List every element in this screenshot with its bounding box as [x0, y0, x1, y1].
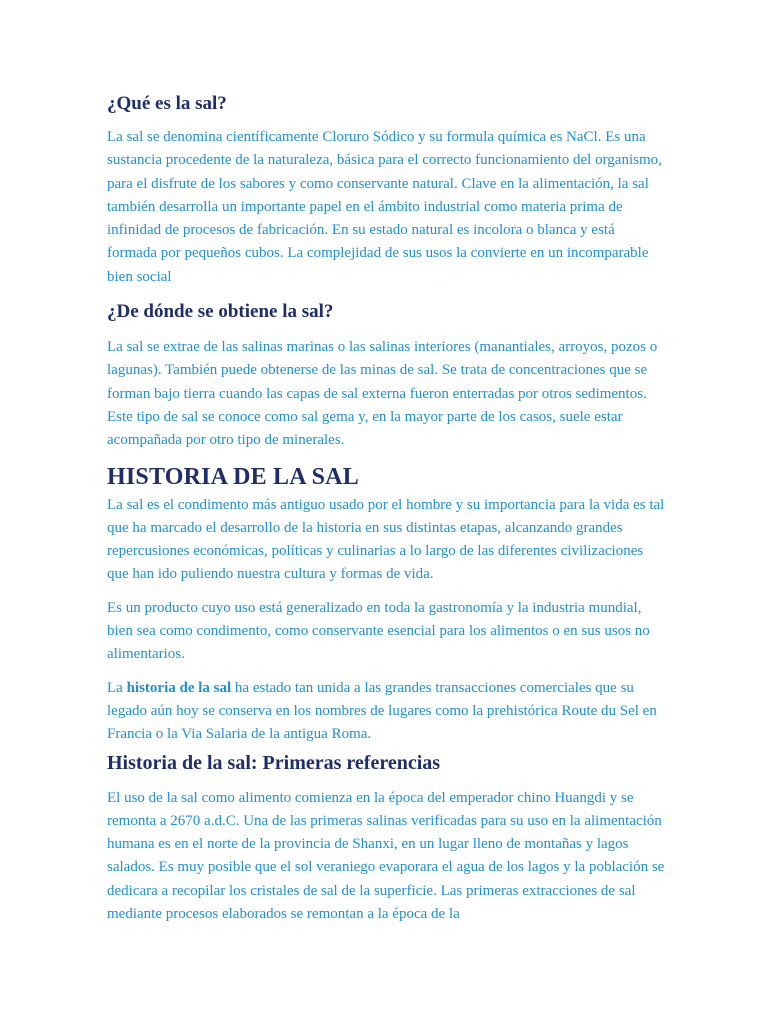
paragraph-historia-1: La sal es el condimento más antiguo usado por el hombre y su importancia para la vida es tal que ha marcado el desarrollo de la historia en sus distintas etapas, alcanzando grandes repercusiones económicas, políticas y culinarias a lo largo de las diferentes civilizaciones que han ido puliendo nuestra cultura y formas de vida.: [107, 496, 665, 583]
paragraph-historia-3-bold: historia de la sal: [126, 679, 232, 696]
paragraph-de-donde: La sal se extrae de las salinas marinas o las salinas interiores (manantiales, arroyos, pozos o lagunas). También puede obtenerse de las minas de sal. Se trata de concentraciones que se forman bajo tierra cuando las capas de sal externa fueron enterradas por otros sedimentos. Este tipo de sal se conoce como sal gema y, en la mayor parte de los casos, suele estar acompañada por otro tipo de minerales.: [107, 339, 658, 449]
section-heading-que-es: ¿Qué es la sal?: [107, 93, 227, 114]
paragraph-historia-3-after: ha estado tan unida a las grandes transacciones comerciales que su legado aún hoy se conserva en los nombres de lugares como la prehistórica Route du Sel en Francia o la Via Salaria de la antigua Roma.: [107, 679, 657, 743]
section-heading-de-donde: ¿De dónde se obtiene la sal?: [107, 301, 334, 323]
paragraph-historia-2: Es un producto cuyo uso está generalizado en toda la gastronomía y la industria mundial, bien sea como condimento, como conservante esencial para los alimentos o en sus usos no alimentarios.: [107, 599, 650, 663]
section-heading-historia: HISTORIA DE LA SAL: [107, 463, 359, 490]
paragraph-que-es: La sal se denomina científicamente Cloruro Sódico y su formula química es NaCl. Es una sustancia procedente de la naturaleza, básica para el correcto funcionamiento del organismo, para el disfrute de los sabores y como conservante natural. Clave en la alimentación, la sal también desarrolla un importante papel en el ámbito industrial como materia prima de infinidad de procesos de fabricación. En su estado natural es incolora o blanca y está formada por pequeños cubos. La complejidad de sus usos la convierte en un incomparable bien social: [107, 129, 662, 285]
section-heading-primeras-referencias: Historia de la sal: Primeras referencias: [107, 751, 441, 774]
paragraph-historia-3: [107, 677, 667, 747]
paragraph-primeras-referencias: El uso de la sal como alimento comienza en la época del emperador chino Huangdi y se remonta a 2670 a.d.C. Una de las primeras salinas verificadas para su uso en la alimentación humana es en el norte de la provincia de Shanxi, en un lugar lleno de montañas y lagos salados. Es muy posible que el sol veraniego evaporara el agua de los lagos y la población se dedicara a recopilar los cristales de sal de la superficie. Las primeras extracciones de sal mediante procesos elaborados se remontan a la época de la: [107, 789, 665, 923]
document-page: [107, 90, 667, 926]
paragraph-historia-3-before: La: [107, 679, 127, 696]
